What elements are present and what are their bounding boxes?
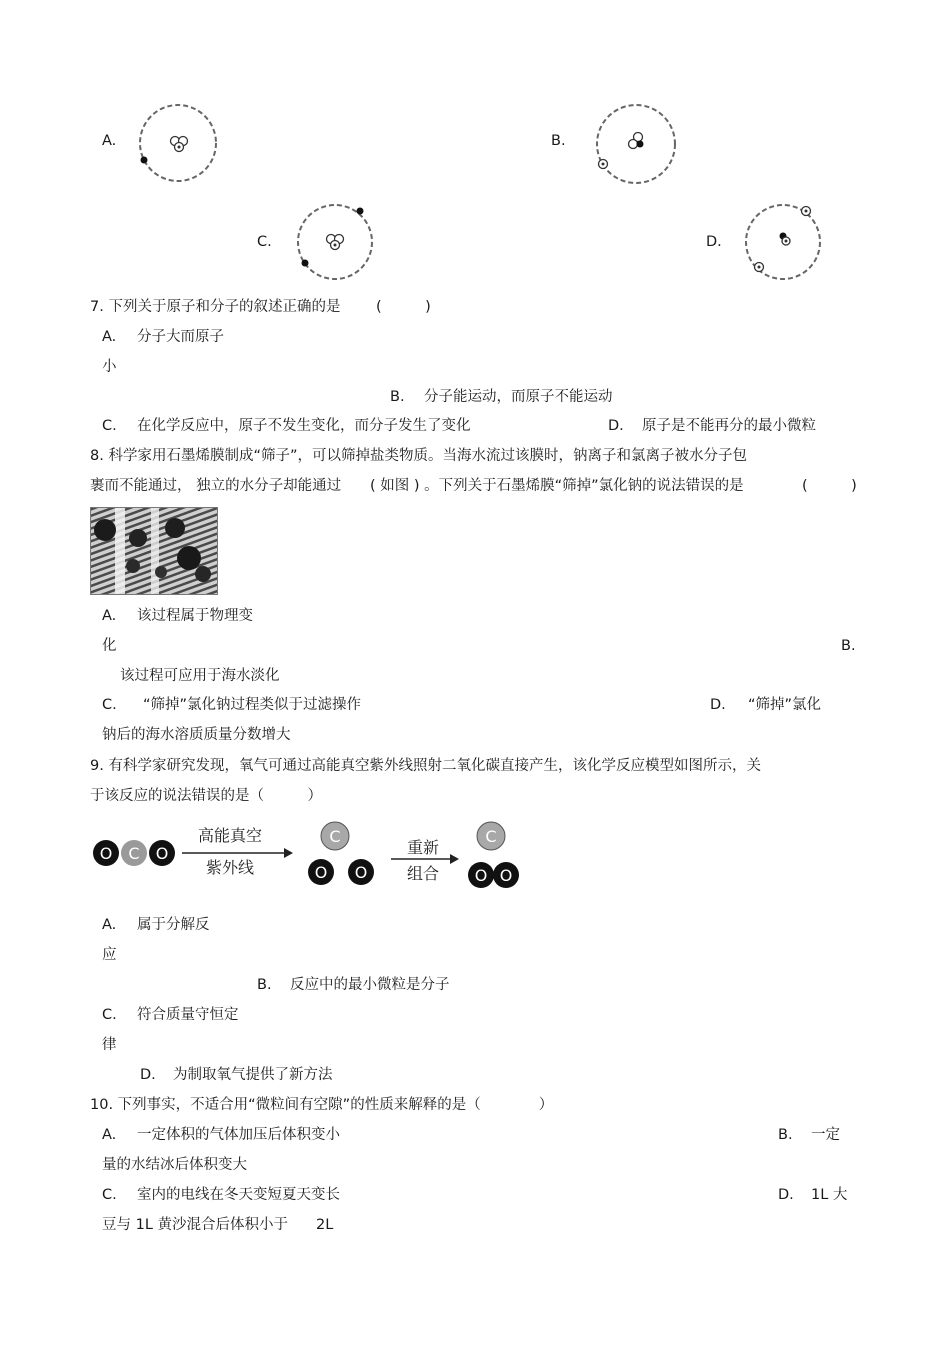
q10-option-b-label: B. — [778, 1127, 793, 1143]
q8-option-a-text: 该过程属于物理变 — [137, 608, 253, 624]
q6-atom-model-d — [741, 200, 825, 284]
o2-atom-left: O — [474, 866, 488, 885]
q7-option-a-label: A. — [102, 329, 117, 345]
q8-stem-line2-cont: ( 如图 ) 。下列关于石墨烯膜“筛掉”氯化钠的说法错误的是 — [370, 478, 744, 494]
q8-option-a-text-cont: 化 — [102, 638, 117, 654]
co2-atom-o-right: O — [155, 844, 169, 863]
q7-option-d-text: 原子是不能再分的最小微粒 — [642, 418, 816, 434]
arrow1-label-top: 高能真空 — [197, 826, 263, 845]
q9-option-d-label: D. — [140, 1067, 156, 1083]
q6-atom-model-a — [135, 100, 221, 186]
q8-option-d-label: D. — [710, 697, 726, 713]
product-atom-c: C — [485, 827, 497, 846]
q7-option-c-text: 在化学反应中，原子不发生变化，而分子发生了变化 — [137, 418, 471, 434]
q6-option-d-label: D. — [706, 234, 722, 250]
q6-option-c-label: C. — [257, 234, 272, 250]
q8-option-d-text: “筛掉”氯化 — [748, 697, 822, 713]
q7-option-a-text-cont: 小 — [102, 359, 117, 375]
q9-option-a-text-cont: 应 — [102, 947, 117, 963]
q9-option-c-text-cont: 律 — [102, 1037, 117, 1053]
arrow2-label-top: 重新 — [406, 838, 440, 857]
q9-option-a-label: A. — [102, 917, 117, 933]
q10-option-d-text-end: 2L — [316, 1217, 334, 1233]
q8-option-b-label: B. — [841, 638, 856, 654]
q9-option-c-label: C. — [102, 1007, 117, 1023]
arrow2-label-bottom: 组合 — [406, 864, 440, 883]
q8-stem-line2: 裹而不能通过， 独立的水分子却能通过 — [90, 478, 342, 494]
co2-atom-o-left: O — [99, 844, 113, 863]
co2-molecule — [93, 840, 175, 866]
graphene-membrane-image — [90, 507, 218, 595]
q10-option-c-label: C. — [102, 1187, 117, 1203]
q10-option-b-text-cont: 量的水结冰后体积变大 — [102, 1157, 247, 1173]
q9-option-c-text: 符合质量守恒定 — [137, 1007, 239, 1023]
co2-reaction-diagram — [88, 815, 528, 895]
q10-option-b-text: 一定 — [811, 1127, 840, 1143]
q9-stem-line1: 9. 有科学家研究发现，氧气可通过高能真空紫外线照射二氧化碳直接产生，该化学反应模型如图所示，关 — [90, 758, 761, 774]
arrow1-label-bottom: 紫外线 — [205, 858, 255, 877]
free-atom-o-left: O — [314, 863, 328, 882]
co2-atom-c: C — [128, 844, 140, 863]
q10-option-d-label: D. — [778, 1187, 794, 1203]
q7-option-d-label: D. — [608, 418, 624, 434]
free-atom-c: C — [329, 827, 341, 846]
q8-option-c-label: C. — [102, 697, 117, 713]
q8-option-b-text: 该过程可应用于海水淡化 — [120, 668, 280, 684]
q7-option-b-label: B. — [390, 389, 405, 405]
q10-option-a-label: A. — [102, 1127, 117, 1143]
q8-answer-paren: ( ) — [802, 478, 857, 494]
free-atom-o-right: O — [354, 863, 368, 882]
q9-option-a-text: 属于分解反 — [137, 917, 210, 933]
q6-option-b-label: B. — [551, 133, 566, 149]
q10-option-a-text: 一定体积的气体加压后体积变小 — [137, 1127, 340, 1143]
q10-option-d-text: 1L 大 — [811, 1187, 848, 1203]
q6-atom-model-b — [592, 100, 680, 188]
q8-option-a-label: A. — [102, 608, 117, 624]
q10-option-c-text: 室内的电线在冬天变短夏天变长 — [137, 1187, 340, 1203]
q7-stem: 7. 下列关于原子和分子的叙述正确的是 — [90, 299, 341, 315]
q6-atom-model-c — [293, 200, 377, 284]
q9-option-d-text: 为制取氧气提供了新方法 — [173, 1067, 333, 1083]
q6-option-a-label: A. — [102, 133, 117, 149]
q9-option-b-text: 反应中的最小微粒是分子 — [290, 977, 450, 993]
q8-option-d-text-cont: 钠后的海水溶质质量分数增大 — [102, 727, 291, 743]
q9-option-b-label: B. — [257, 977, 272, 993]
q8-option-c-text: “筛掉”氯化钠过程类似于过滤操作 — [143, 697, 362, 713]
q10-stem: 10. 下列事实，不适合用“微粒间有空隙”的性质来解释的是（ ） — [90, 1097, 554, 1113]
q10-option-d-text-cont: 豆与 1L 黄沙混合后体积小于 — [102, 1217, 289, 1233]
q7-option-b-text: 分子能运动，而原子不能运动 — [424, 389, 613, 405]
q7-option-a-text: 分子大而原子 — [137, 329, 224, 345]
q7-answer-paren: ( ) — [376, 299, 431, 315]
q8-stem-line1: 8. 科学家用石墨烯膜制成“筛子”，可以筛掉盐类物质。当海水流过该膜时，钠离子和氯离子被水分子包 — [90, 448, 747, 464]
o2-atom-right: O — [499, 866, 513, 885]
q7-option-c-label: C. — [102, 418, 117, 434]
q9-stem-line2: 于该反应的说法错误的是（ ） — [90, 788, 322, 804]
